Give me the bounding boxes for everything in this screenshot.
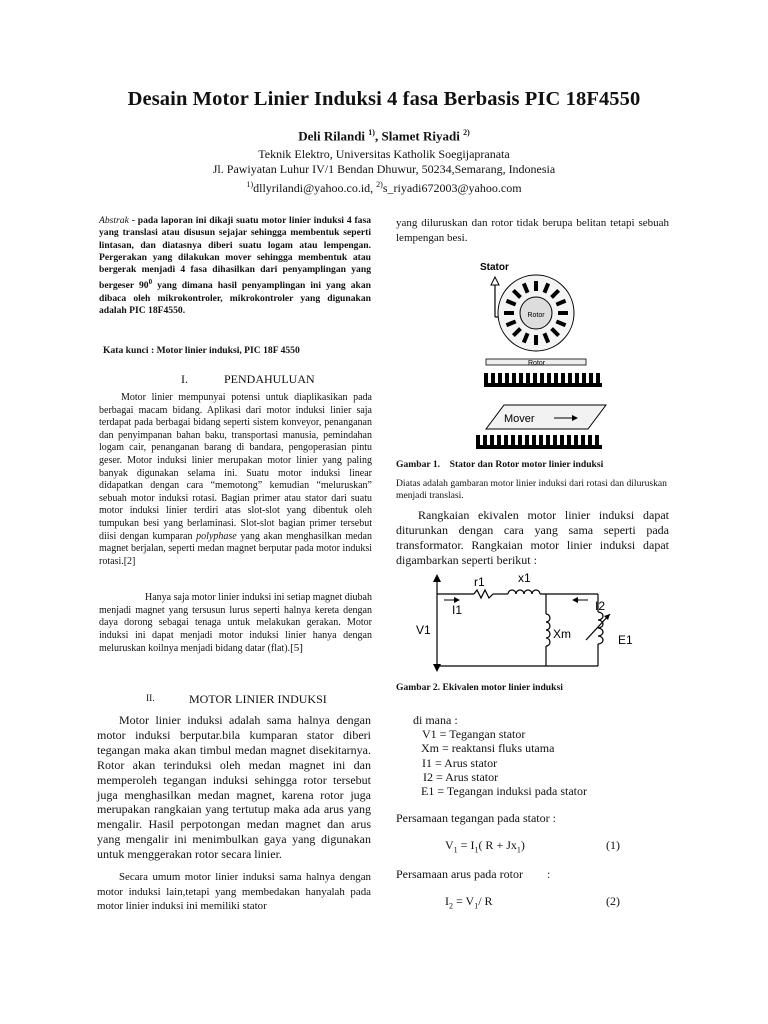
inductor-xm (546, 614, 550, 646)
stator-slot-tooth (574, 435, 578, 447)
author-2: Slamet Riyadi (381, 128, 460, 144)
affiliation-line-1: Teknik Elektro, Universitas Katholik Soegijapranata (258, 147, 510, 161)
label-i2: I2 (595, 599, 606, 613)
stator-slot-tooth (588, 435, 592, 447)
definitions-list (422, 727, 587, 798)
stator-slot-tooth (560, 435, 564, 447)
label-x1: x1 (518, 571, 531, 585)
section-2-number: II. (146, 694, 155, 704)
resistor-r1 (474, 590, 493, 598)
label-i1: I1 (452, 603, 463, 617)
equation-2-i-subscript: 2 (449, 901, 453, 911)
stator-slot-tooth (547, 373, 551, 385)
inductor-x1 (508, 590, 540, 594)
degree-mark: 0 (148, 278, 153, 287)
equation-1-close: ) (520, 838, 525, 852)
stator-slot-tooth (568, 373, 572, 385)
equation-2-intro (396, 867, 550, 882)
equation-1-v-subscript: 1 (453, 845, 458, 855)
definition-item: E1 = Tegangan induksi pada stator (421, 784, 588, 799)
equation-2-i: I (445, 894, 449, 908)
stator-slot-tooth (581, 435, 585, 447)
abstract-text-2: yang dimana hasil penyamplingan ini yang akan dibaca oleh mikrokontroler, mikrokontroler yang digunakan adalah PIC 18F4550. (99, 280, 371, 317)
label-v1: V1 (416, 623, 431, 637)
stator-slot-tooth (553, 435, 557, 447)
author-separator: , (374, 128, 382, 144)
keywords: Kata kunci : Motor linier induksi, PIC 18F 4550 (103, 345, 300, 356)
stator-slot-tooth (484, 373, 488, 385)
stator-slot-tooth (525, 435, 529, 447)
intro-p2-text: Hanya saja motor linier induksi ini setiap magnet diubah menjadi magnet yang tersusun lurus seperti halnya kereta dengan daya dorong sebagai tenaga untuk melakukan gerakan. Motor induksi ini dapat menjadi motor induksi linier hanya dengan meluruskan koilnya menjadi bidang datar (flat). (99, 592, 372, 655)
stator-slot-tooth (526, 373, 530, 385)
figure-2-equivalent-circuit (412, 570, 648, 676)
rotor-bar-label: Rotor (528, 360, 546, 367)
intro-paragraph-2 (99, 592, 372, 656)
stator-slot-tooth (561, 373, 565, 385)
definition-item: Xm = reaktansi fluks utama (421, 741, 555, 756)
stator-slots-bottom (476, 435, 602, 449)
stator-slot-tooth (505, 373, 509, 385)
rotor-label: Rotor (527, 312, 545, 319)
author-line (0, 128, 768, 144)
voltage-source-e1-coil (598, 612, 603, 644)
intro-p2-ref: [5] (290, 642, 303, 655)
abstract-label: Abstrak (99, 215, 129, 226)
equation-1-i-subscript: 1 (474, 845, 479, 855)
circuit-intro-paragraph: Rangkaian ekivalen motor linier induksi dapat diturunkan dengan cara yang sama seperti pada transformator. Rangkaian motor linier induksi dapat digambarkan seperti berikut : (396, 508, 669, 567)
author-1-mark: 1) (368, 128, 375, 137)
label-r1: r1 (474, 575, 485, 589)
figure-1-caption (396, 459, 603, 470)
intro-p1-italic: polyphase (196, 530, 237, 542)
equation-2-equals-v: = V (453, 894, 475, 908)
section-2-paragraph-2: Secara umum motor linier induksi sama halnya dengan motor induksi lain,tetapi yang membedakan hanyalah pada motor linier induksi ini memiliki stator (97, 871, 371, 913)
i2-arrow-head (572, 597, 578, 603)
equation-1-body: ( R + Jx (478, 838, 517, 852)
stator-slot-tooth (519, 373, 523, 385)
stator-slot-tooth (518, 435, 522, 447)
label-e1: E1 (618, 633, 633, 647)
stator-slot-tooth (575, 373, 579, 385)
equation-1 (445, 838, 525, 854)
stator-slot-tooth (589, 373, 593, 385)
figure-2-caption: Gambar 2. Ekivalen motor linier induksi (396, 682, 563, 693)
stator-slot-tooth (539, 435, 543, 447)
abstract-text: - pada laporan ini dikaji suatu motor linier induksi 4 fasa yang translasi atau disusun sejajar sehingga membentuk seperti lintasan, dan diatasnya diberi suatu logam atau lempengan. Pergerakan yang dilakukan mover sehingga membentuk atau bergerak menjadi 4 fasa dihasilkan dari penyamplingan yang bergeser 90 (99, 215, 371, 292)
abstract (99, 215, 371, 318)
equation-2-number: (2) (606, 894, 620, 908)
definition-item: V1 = Tegangan stator (422, 727, 526, 741)
stator-slot-tooth (490, 435, 494, 447)
equation-2-body: / R (478, 894, 493, 908)
definitions-intro: di mana : (413, 713, 458, 727)
stator-label: Stator (480, 262, 509, 273)
stator-slot-tooth (540, 373, 544, 385)
right-top-paragraph: yang diluruskan dan rotor tidak berupa belitan tetapi sebuah lempengan besi. (396, 217, 669, 244)
equation-1-x-subscript: 1 (516, 845, 521, 855)
section-2-paragraph-1: Motor linier induksi adalah sama halnya dengan motor induksi berputar.bila kumparan stator diberi tegangan maka akan timbul medan magnet disekitarnya. Rotor akan terinduksi oleh medan magnet ini dan memperoleh tegangan induksi sehingga rotor tersebut juga menghasilkan medan magnet, karena rotor juga merupakan rangkaian yang tertutup maka ada arus yang mengalir. Hasil perpotongan medan magnet dan arus yang mengalir ini menimbulkan gaya yang digunakan untuk menggerakan rotor secara linier. (97, 713, 371, 862)
section-1-number: I. (181, 372, 188, 386)
stator-slot-tooth (476, 435, 480, 447)
equation-1-intro: Persamaan tegangan pada stator : (396, 811, 556, 825)
equation-2-v-subscript: 1 (474, 901, 479, 911)
stator-slot-tooth (497, 435, 501, 447)
equation-1-equals-i: = I (457, 838, 475, 852)
definition-item: I2 = Arus stator (423, 769, 499, 784)
stator-slot-tooth (595, 435, 599, 447)
figure-1-stator-rotor (470, 255, 610, 455)
mover-label: Mover (504, 413, 535, 425)
affiliation-line-2: Jl. Pawiyatan Luhur IV/1 Bendan Dhuwur, 50234,Semarang, Indonesia (212, 162, 556, 176)
definition-item: I1 = Arus stator (422, 755, 498, 770)
stator-slot-tooth (491, 373, 495, 385)
equation-1-number: (1) (606, 838, 620, 852)
equation-2-intro-text: Persamaan arus pada rotor (396, 867, 523, 881)
stator-slot-tooth (533, 373, 537, 385)
stator-slot-tooth (567, 435, 571, 447)
email-1: dllyrilandi@yahoo.co.id, (253, 181, 377, 195)
stator-slot-tooth (512, 373, 516, 385)
figure-1-note: Diatas adalah gambaran motor linier induksi dari rotasi dan diluruskan menjadi translasi. (396, 478, 667, 502)
stator-slot-tooth (483, 435, 487, 447)
stator-slot-tooth (596, 373, 600, 385)
paper-title: Desain Motor Linier Induksi 4 fasa Berbasis PIC 18F4550 (127, 88, 641, 110)
section-1-title: PENDAHULUAN (224, 372, 315, 386)
equation-2-intro-colon: : (546, 867, 551, 881)
stator-arrow-head (491, 277, 499, 285)
section-2-title: MOTOR LINIER INDUKSI (189, 692, 327, 706)
equation-1-v: V (445, 838, 454, 852)
intro-p1-part-b: yang akan menghasilkan medan magnet berjalan, seperti medan magnet berputar pada motor induksi rotasi.[2] (99, 530, 372, 567)
stator-slot-tooth (504, 435, 508, 447)
stator-slot-tooth (532, 435, 536, 447)
affiliation-emails (0, 177, 768, 196)
intro-p1-part-a: Motor linier mempunyai potensi untuk diaplikasikan pada berbagai macam bidang. Aplikasi dari motor induksi linier saja terdapat pada berbagai bidang seperti sistem konveyor, penanganan dan penyimpanan bahan baku, transportasi manusia, pemindahan logam cair, penanganan barang di bandara, pengoperasian pintu geser. Motor induksi linier merupakan motor linier yang paling banyak digunakan selama ini. Suatu motor induksi linear didapatkan dengan cara “memotong” kemudian “meluruskan” sebuah motor induksi rotasi. Bagian primer atau stator dari suatu motor induksi linier terdiri atas slot-slot yang dibentuk oleh tumpukan besi yang berlaminasi. Slot-slot bagian primer tersebut diisi dengan kumparan (99, 392, 372, 542)
author-2-mark: 2) (463, 128, 470, 137)
stator-slot-tooth (511, 435, 515, 447)
stator-slot-tooth (498, 373, 502, 385)
stator-slot-tooth (582, 373, 586, 385)
v1-arrow-down (433, 664, 441, 672)
email-2-mark: 2) (376, 180, 383, 189)
stator-slot-tooth (554, 373, 558, 385)
figure-1-caption-text: Stator dan Rotor motor linier induksi (449, 459, 604, 470)
equation-2 (445, 894, 493, 910)
stator-slots-top (484, 373, 602, 387)
email-2: s_riyadi672003@yahoo.com (382, 181, 522, 195)
stator-slot-tooth (546, 435, 550, 447)
intro-paragraph-1 (99, 392, 372, 568)
label-xm: Xm (553, 627, 571, 641)
v1-arrow-up (433, 574, 441, 582)
email-1-mark: 1) (246, 180, 254, 189)
author-1: Deli Rilandi (298, 128, 366, 144)
figure-1-caption-number: Gambar 1. (396, 459, 441, 470)
